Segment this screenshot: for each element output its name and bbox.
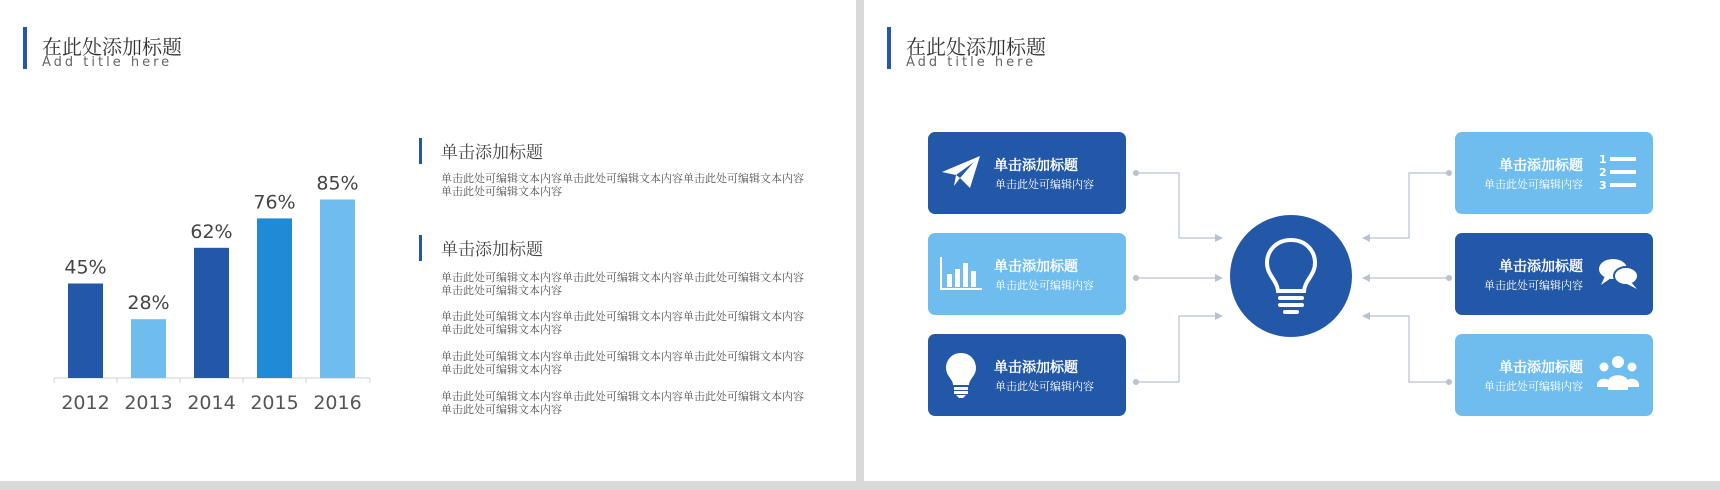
lightbulb-icon bbox=[938, 350, 984, 404]
section-accent-bar bbox=[419, 138, 422, 164]
chart-bar[interactable] bbox=[257, 218, 292, 378]
x-tick-label: 2014 bbox=[187, 392, 236, 414]
section-heading[interactable]: 单击添加标题 bbox=[441, 143, 543, 163]
section-paragraph[interactable]: 单击此处可编辑文本内容单击此处可编辑文本内容单击此处可编辑文本内容单击此处可编辑文本内容 bbox=[441, 390, 804, 416]
section-paragraph[interactable]: 单击此处可编辑文本内容单击此处可编辑文本内容单击此处可编辑文本内容单击此处可编辑文本内容 bbox=[441, 271, 804, 297]
arrow-head bbox=[1215, 312, 1223, 320]
box-title: 单击添加标题 bbox=[994, 360, 1078, 376]
chat-bubbles-icon bbox=[1595, 249, 1641, 299]
section-paragraph[interactable]: 单击此处可编辑文本内容单击此处可编辑文本内容单击此处可编辑文本内容单击此处可编辑文本内容 bbox=[441, 350, 804, 376]
connector-dot bbox=[1446, 379, 1452, 385]
connector-dot bbox=[1133, 379, 1139, 385]
arrow-head bbox=[1215, 274, 1223, 282]
arrow-head bbox=[1362, 234, 1370, 242]
users-icon bbox=[1595, 350, 1641, 400]
feature-box-4[interactable] bbox=[1455, 132, 1653, 214]
right-slide bbox=[864, 0, 1720, 481]
svg-text:2: 2 bbox=[1599, 166, 1607, 179]
box-title: 单击添加标题 bbox=[1499, 360, 1583, 376]
chart-bar[interactable] bbox=[320, 200, 355, 379]
chart-bar[interactable] bbox=[131, 319, 166, 378]
box-title: 单击添加标题 bbox=[1499, 158, 1583, 174]
bar-value-label: 76% bbox=[253, 191, 296, 214]
numbered-list-icon bbox=[1595, 148, 1641, 198]
connector-dot bbox=[1446, 170, 1452, 176]
slide-title[interactable]: 在此处添加标题 bbox=[906, 35, 1046, 59]
slide-subtitle[interactable]: Add title here bbox=[42, 55, 173, 70]
svg-text:3: 3 bbox=[1599, 179, 1607, 192]
box-title: 单击添加标题 bbox=[1499, 259, 1583, 275]
bar-value-label: 62% bbox=[190, 220, 233, 243]
box-title: 单击添加标题 bbox=[994, 158, 1078, 174]
connector-line bbox=[1368, 316, 1449, 382]
section-accent-bar bbox=[419, 235, 422, 261]
arrow-head bbox=[1215, 234, 1223, 242]
bar-chart-icon bbox=[938, 249, 984, 299]
x-tick-label: 2016 bbox=[313, 392, 362, 414]
svg-text:1: 1 bbox=[1599, 153, 1607, 166]
box-subtitle: 单击此处可编辑内容 bbox=[1484, 279, 1583, 292]
connector-dot bbox=[1133, 275, 1139, 281]
center-circle[interactable] bbox=[1230, 215, 1352, 337]
left-slide bbox=[0, 0, 856, 481]
chart-bar[interactable] bbox=[194, 248, 229, 378]
connector-line bbox=[1136, 173, 1217, 238]
connector-dot bbox=[1133, 170, 1139, 176]
lightbulb-icon bbox=[1261, 236, 1321, 316]
title-accent-bar bbox=[23, 27, 27, 69]
section-heading[interactable]: 单击添加标题 bbox=[441, 240, 543, 260]
connector-line bbox=[1136, 316, 1217, 382]
bar-value-label: 28% bbox=[127, 292, 170, 315]
section-paragraph[interactable]: 单击此处可编辑文本内容单击此处可编辑文本内容单击此处可编辑文本内容单击此处可编辑文本内容 bbox=[441, 310, 804, 336]
feature-box-6[interactable] bbox=[1455, 334, 1653, 416]
box-subtitle: 单击此处可编辑内容 bbox=[995, 178, 1094, 191]
feature-box-2[interactable] bbox=[928, 233, 1126, 315]
bar-value-label: 45% bbox=[64, 256, 107, 279]
connector-line bbox=[1368, 173, 1449, 238]
arrow-head bbox=[1362, 312, 1370, 320]
bar-chart bbox=[40, 110, 380, 425]
feature-box-1[interactable] bbox=[928, 132, 1126, 214]
x-tick-label: 2015 bbox=[250, 392, 299, 414]
feature-box-3[interactable] bbox=[928, 334, 1126, 416]
x-tick-label: 2012 bbox=[61, 392, 110, 414]
box-subtitle: 单击此处可编辑内容 bbox=[995, 380, 1094, 393]
slide-title[interactable]: 在此处添加标题 bbox=[42, 35, 182, 59]
slide-subtitle[interactable]: Add title here bbox=[906, 55, 1037, 70]
box-subtitle: 单击此处可编辑内容 bbox=[1484, 178, 1583, 191]
box-subtitle: 单击此处可编辑内容 bbox=[1484, 380, 1583, 393]
feature-box-5[interactable] bbox=[1455, 233, 1653, 315]
chart-bar[interactable] bbox=[68, 284, 103, 379]
box-title: 单击添加标题 bbox=[994, 259, 1078, 275]
bar-value-label: 85% bbox=[316, 172, 359, 195]
paper-plane-icon bbox=[938, 148, 984, 198]
x-tick-label: 2013 bbox=[124, 392, 173, 414]
arrow-head bbox=[1362, 274, 1370, 282]
connector-dot bbox=[1446, 275, 1452, 281]
box-subtitle: 单击此处可编辑内容 bbox=[995, 279, 1094, 292]
section-paragraph[interactable]: 单击此处可编辑文本内容单击此处可编辑文本内容单击此处可编辑文本内容单击此处可编辑文本内容 bbox=[441, 172, 804, 198]
